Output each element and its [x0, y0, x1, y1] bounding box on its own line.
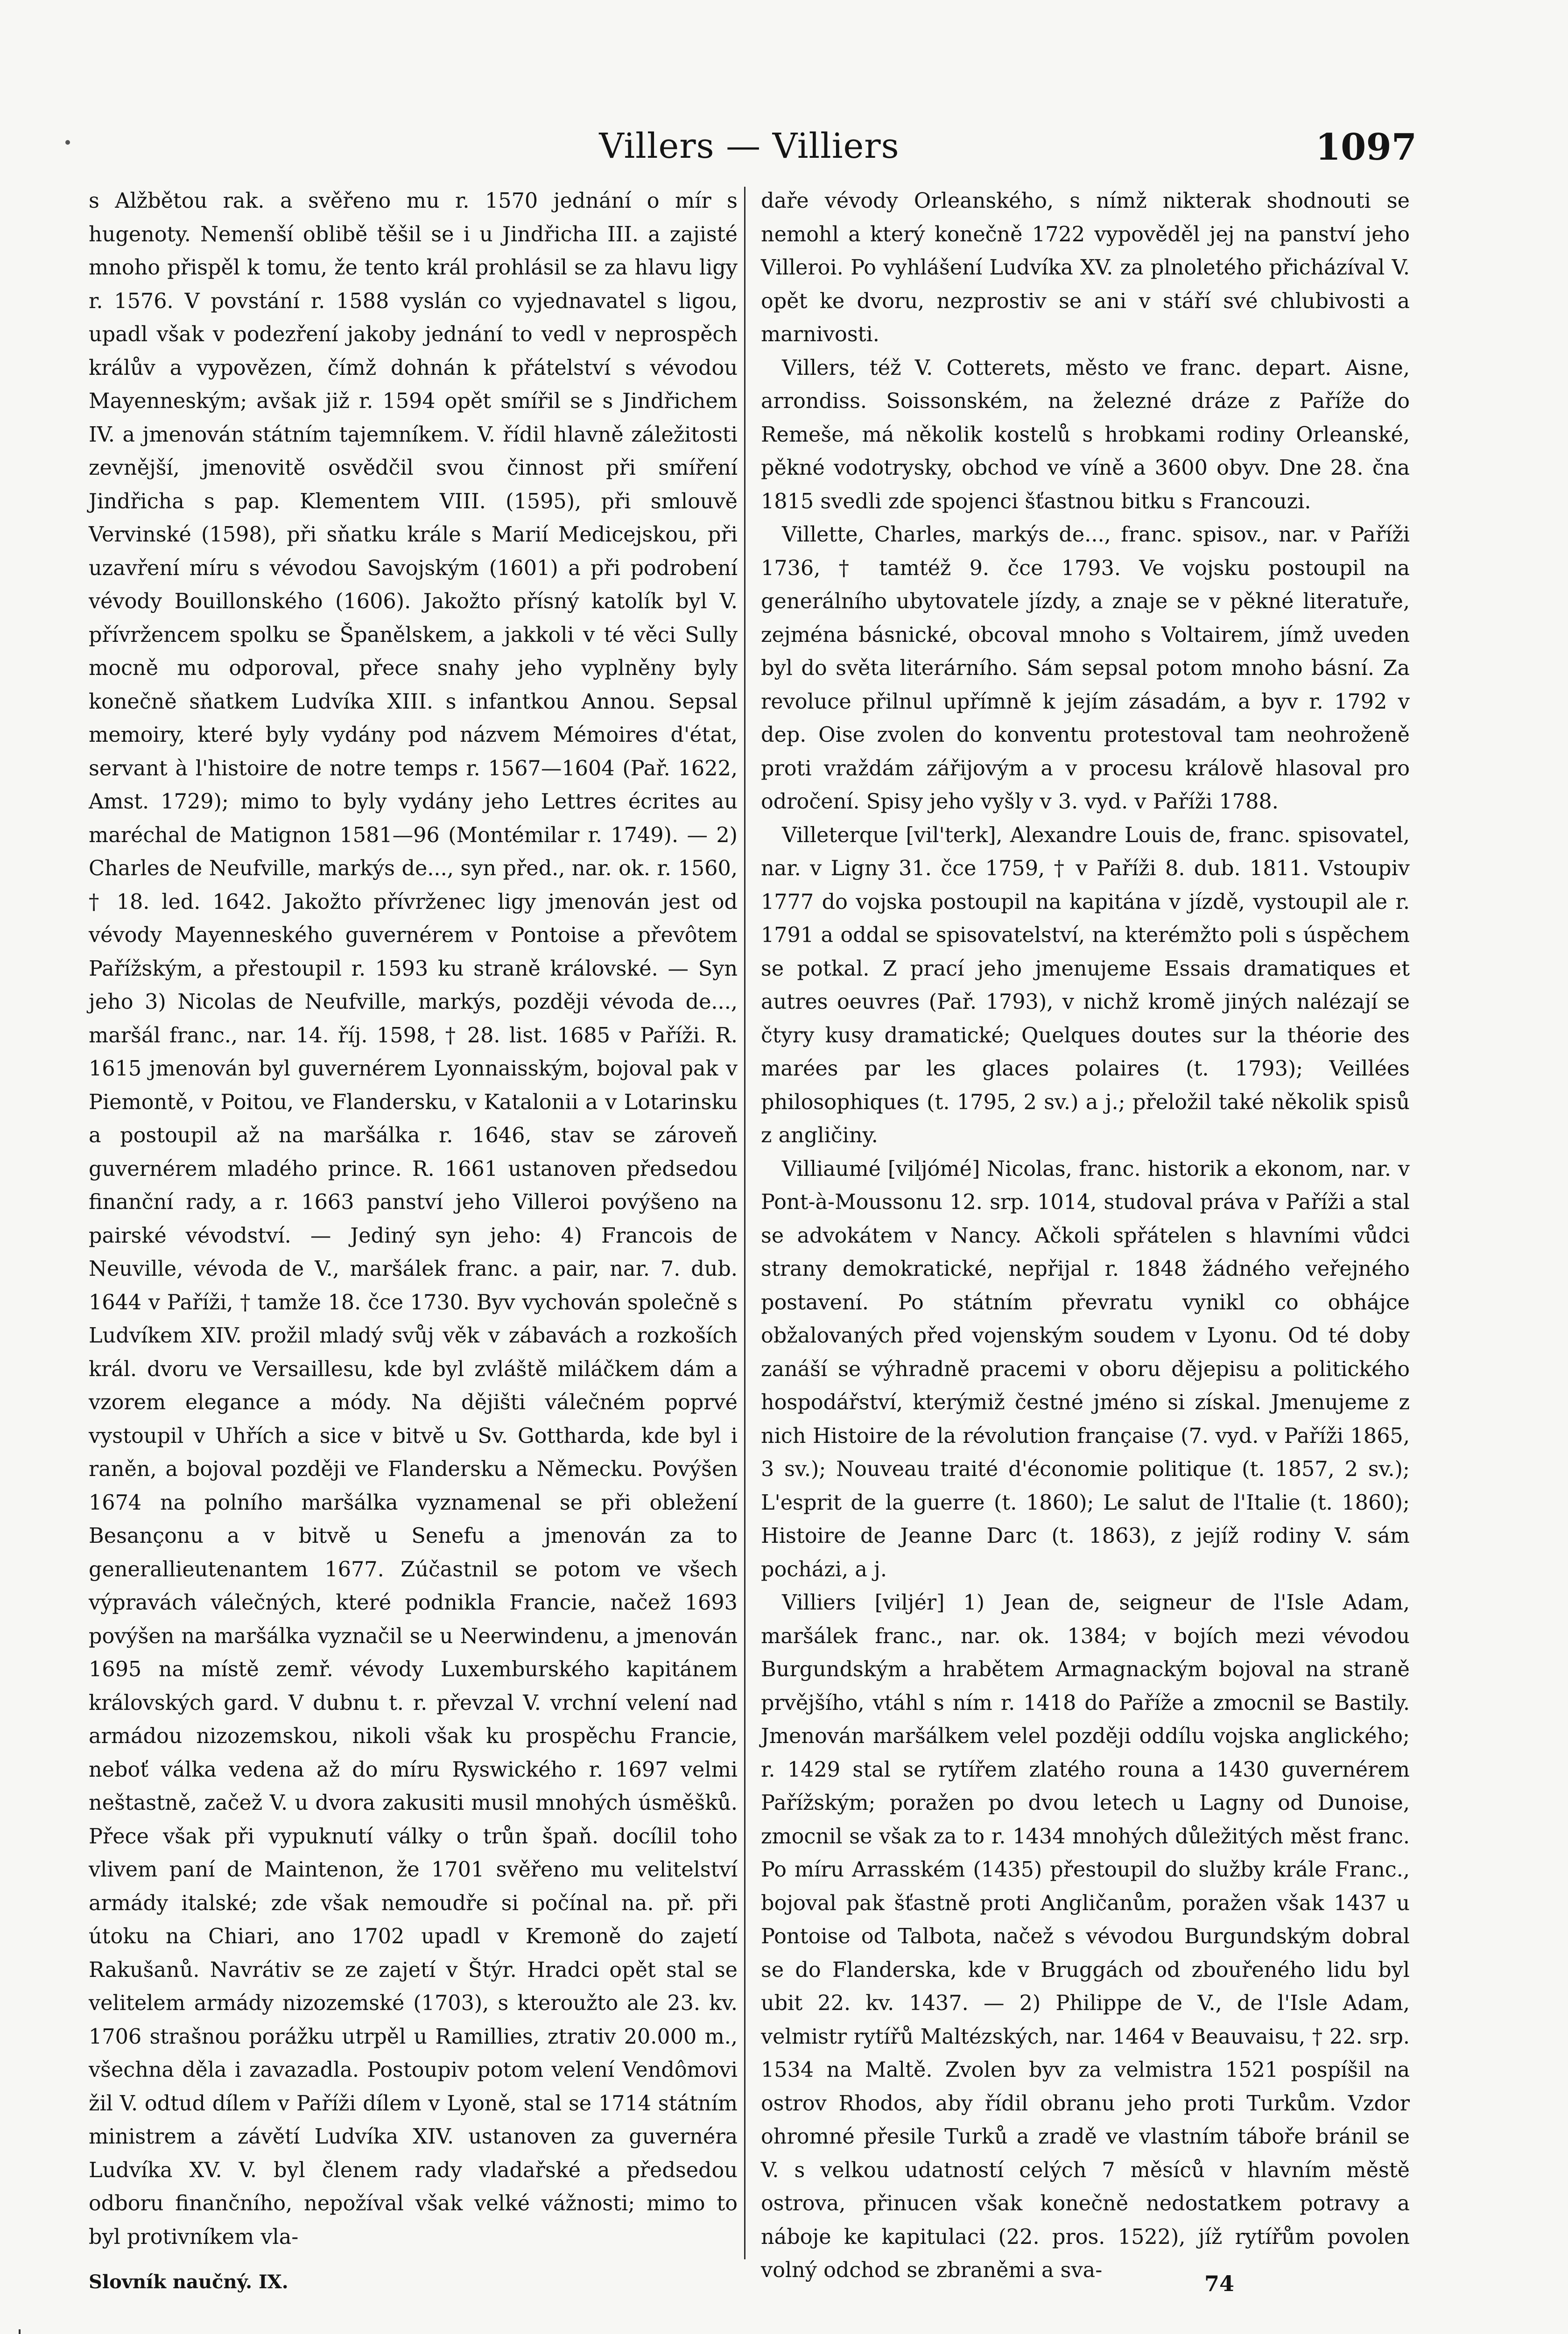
running-title: Villers — Villiers	[599, 126, 900, 166]
printer-mark-dot	[65, 140, 70, 145]
entry-villiers: Villiers [viljér] 1) Jean de, seigneur de l'Isle Adam, maršálek franc., nar. ok. 1384; v bojích mezi vévodou Burgundským a hrabětem Armagnackým bojoval na straně prvějšího, vtáhl s ním r. 1418 do Paříže a zmocnil se Bastily. Jmenován maršálkem velel později oddílu vojska anglického; r. 1429 stal se rytířem zlatého rouna a 1430 guvernérem Pařížským; poražen po dvou letech u Lagny od Dunoise, zmocnil se však za to r. 1434 mnohých důležitých měst franc. Po míru Arrasském (1435) přestoupil do služby krále Franc., bojoval pak šťastně proti Angličanům, poražen však 1437 u Pontoise od Talbota, načež s vévodou Burgundským dobral se do Flanderska, kde v Bruggách od zbouřeného lidu byl ubit 22. kv. 1437. — 2) Philippe de V., de l'Isle Adam, velmistr rytířů Maltézských, nar. 1464 v Beauvaisu, † 22. srp. 1534 na Maltě. Zvolen byv za velmistra 1521 pospíšil na ostrov Rhodos, aby řídil obranu jeho proti Turkům. Vzdor ohromné přesile Turků a zradě ve vlastním táboře bránil se V. s velkou udatností celých 7 měsíců v hlavním městě ostrova, přinucen však konečně nedostatkem potravy a náboje ke kapitulaci (22. pros. 1522), jíž rytířům povolen volný odchod se zbraněmi a sva-	[761, 1591, 1410, 2282]
signature-mark: Slovník naučný. IX.	[89, 2271, 288, 2293]
entry-villette: Villette, Charles, markýs de..., franc. spisov., nar. v Paříži 1736, † tamtéž 9. čce 1793. Ve vojsku postoupil na generálního ubytovatele jízdy, a znaje se v pěkné literatuře, zejména básnické, obcoval mnoho s Voltairem, jímž uveden byl do světa literárního. Sám sepsal potom mnoho básní. Za revoluce přilnul upřímně k jejím zásadám, a byv r. 1792 v dep. Oise zvolen do konventu protestoval tam neohroženě proti vraždám zářijovým a v procesu králově hlasoval pro odročení. Spisy jeho vyšly v 3. vyd. v Paříži 1788.	[761, 523, 1410, 814]
entry-villiaume: Villiaumé [viljómé] Nicolas, franc. historik a ekonom, nar. v Pont-à-Moussonu 12. srp. 1014, studoval práva v Paříži a stal se advokátem v Nancy. Ačkoli spřátelen s hlavními vůdci strany demokratické, nepřijal r. 1848 žádného veřejného postavení. Po státním převratu vynikl co obhájce obžalovaných před vojenským soudem v Lyonu. Od té doby zanáší se výhradně pracemi v oboru dějepisu a politického hospodářství, kterýmiž čestné jméno si získal. Jmenujeme z nich Histoire de la révolution française (7. vyd. v Paříži 1865, 3 sv.); Nouveau traité d'économie politique (t. 1857, 2 sv.); L'esprit de la guerre (t. 1860); Le salut de l'Italie (t. 1860); Histoire de Jeanne Darc (t. 1863), z jejíž rodiny V. sám pocházi, a j.	[761, 1157, 1410, 1582]
entry-villeroi-continued: daře vévody Orleanského, s nímž nikterak shodnouti se nemohl a který konečně 1722 vypověděl jej na panství jeho Villeroi. Po vyhlášení Ludvíka XV. za plnoletého přicházíval V. opět ke dvoru, nezprostiv se ani v stáří své chlubivosti a marnivosti.	[761, 189, 1410, 346]
left-column	[89, 184, 738, 2254]
running-header	[82, 126, 1417, 177]
binding-mark	[19, 2329, 33, 2334]
right-column	[761, 184, 1410, 2287]
entry-villeterque: Villeterque [vil'terk], Alexandre Louis de, franc. spisovatel, nar. v Ligny 31. čce 1759, † v Paříži 8. dub. 1811. Vstoupiv 1777 do vojska postoupil na kapitána v jízdě, vystoupil ale r. 1791 a oddal se spisovatelství, na kterémžto poli s úspěchem se potkal. Z prací jeho jmenujeme Essais dramatiques et autres oeuvres (Pař. 1793), v nichž kromě jiných nalézají se čtyry kusy dramatické; Quelques doutes sur la théorie des marées par les glaces polaires (t. 1793); Veillées philosophiques (t. 1795, 2 sv.) a j.; přeložil také několik spisů z angličiny.	[761, 823, 1410, 1147]
entry-villers: Villers, též V. Cotterets, město ve franc. depart. Aisne, arrondiss. Soissonském, na železné dráze z Paříže do Remeše, má několik kostelů s hrobkami rodiny Orleanské, pěkné vodotrysky, obchod ve víně a 3600 obyv. Dne 28. čna 1815 svedli zde spojenci šťastnou bitku s Francouzi.	[761, 356, 1410, 513]
column-divider	[744, 187, 745, 2259]
page-number: 1097	[1315, 126, 1417, 169]
left-paragraph-1: s Alžbětou rak. a svěřeno mu r. 1570 jednání o mír s hugenoty. Nemenší oblibě těšil se i u Jindřicha III. a zajisté mnoho přispěl k tomu, že tento král prohlásil se za hlavu ligy r. 1576. V povstání r. 1588 vyslán co vyjednavatel s ligou, upadl však v podezření jakoby jednání to vedl v neprospěch králův a vypovězen, čímž dohnán k přátelství s vévodou Mayenneským; avšak již r. 1594 opět smířil se s Jindřichem IV. a jmenován státním tajemníkem. V. řídil hlavně záležitosti zevnější, jmenovitě osvědčil svou činnost při smíření Jindřicha s pap. Klementem VIII. (1595), při smlouvě Vervinské (1598), při sňatku krále s Marií Medicejskou, při uzavření míru s vévodou Savojským (1601) a při podrobení vévody Bouillonského (1606). Jakožto přísný katolík byl V. přívržencem spolku se Španělskem, a jakkoli v té věci Sully mocně mu odporoval, přece snahy jeho vyplněny byly konečně sňatkem Ludvíka XIII. s infantkou Annou. Sepsal memoiry, které byly vydány pod názvem Mémoires d'état, servant à l'histoire de notre temps r. 1567—1604 (Pař. 1622, Amst. 1729); mimo to byly vydány jeho Lettres écrites au maréchal de Matignon 1581—96 (Montémilar r. 1749). — 2) Charles de Neufville, markýs de..., syn před., nar. ok. r. 1560, † 18. led. 1642. Jakožto přívrženec ligy jmenován jest od vévody Mayenneského guvernérem v Pontoise a převôtem Pařížským, a přestoupil r. 1593 ku straně královské. — Syn jeho 3) Nicolas de Neufville, markýs, později vévoda de..., maršál franc., nar. 14. říj. 1598, † 28. list. 1685 v Paříži. R. 1615 jmenován byl guvernérem Lyonnaisským, bojoval pak v Piemontě, v Poitou, ve Flandersku, v Katalonii a v Lotarinsku a postoupil až na maršálka r. 1646, stav se zároveň guvernérem mladého prince. R. 1661 ustanoven předsedou finanční rady, a r. 1663 panství jeho Villeroi povýšeno na pairské vévodství. — Jediný syn jeho: 4) Francois de Neuville, vévoda de V., maršálek franc. a pair, nar. 7. dub. 1644 v Paříži, † tamže 18. čce 1730. Byv vychován společně s Ludvíkem XIV. prožil mladý svůj věk v zábavách a rozkoších král. dvoru ve Versaillesu, kde byl zvláště miláčkem dám a vzorem elegance a módy. Na dějišti válečném poprvé vystoupil v Uhřích a sice v bitvě u Sv. Gottharda, kde byl i raněn, a bojoval později ve Flandersku a Německu. Povýšen 1674 na polního maršálka vyznamenal se při obležení Besançonu a v bitvě u Senefu a jmenován za to generallieutenantem 1677. Zúčastnil se potom ve všech výpravách válečných, které podnikla Francie, načež 1693 povýšen na maršálka vyznačil se u Neerwindenu, a jmenován 1695 na místě zemř. vévody Luxemburského kapitánem královských gard. V dubnu t. r. převzal V. vrchní velení nad armádou nizozemskou, nikoli však ku prospěchu Francie, neboť válka vedena až do míru Ryswického r. 1697 velmi neštastně, začež V. u dvora zakusiti musil mnohých úsměšků. Přece však při vypuknutí války o trůn špaň. docílil toho vlivem paní de Maintenon, že 1701 svěřeno mu velitelství armády italské; zde však nemoudře si počínal na. př. při útoku na Chiari, ano 1702 upadl v Kremoně do zajetí Rakušanů. Navrátiv se ze zajetí v Štýr. Hradci opět stal se velitelem armády nizozemské (1703), s kteroužto ale 23. kv. 1706 strašnou porážku utrpěl u Ramillies, ztrativ 20.000 m., všechna děla i zavazadla. Postoupiv potom velení Vendômovi žil V. odtud dílem v Paříži dílem v Lyoně, stal se 1714 státním ministrem a závětí Ludvíka XIV. ustanoven za guvernéra Ludvíka XV. V. byl členem rady vladařské a předsedou odboru finančního, nepožíval však velké vážnosti; mimo to byl protivníkem vla-	[89, 189, 738, 2249]
page-footer	[89, 2271, 1424, 2308]
signature-number: 74	[1204, 2271, 1235, 2296]
